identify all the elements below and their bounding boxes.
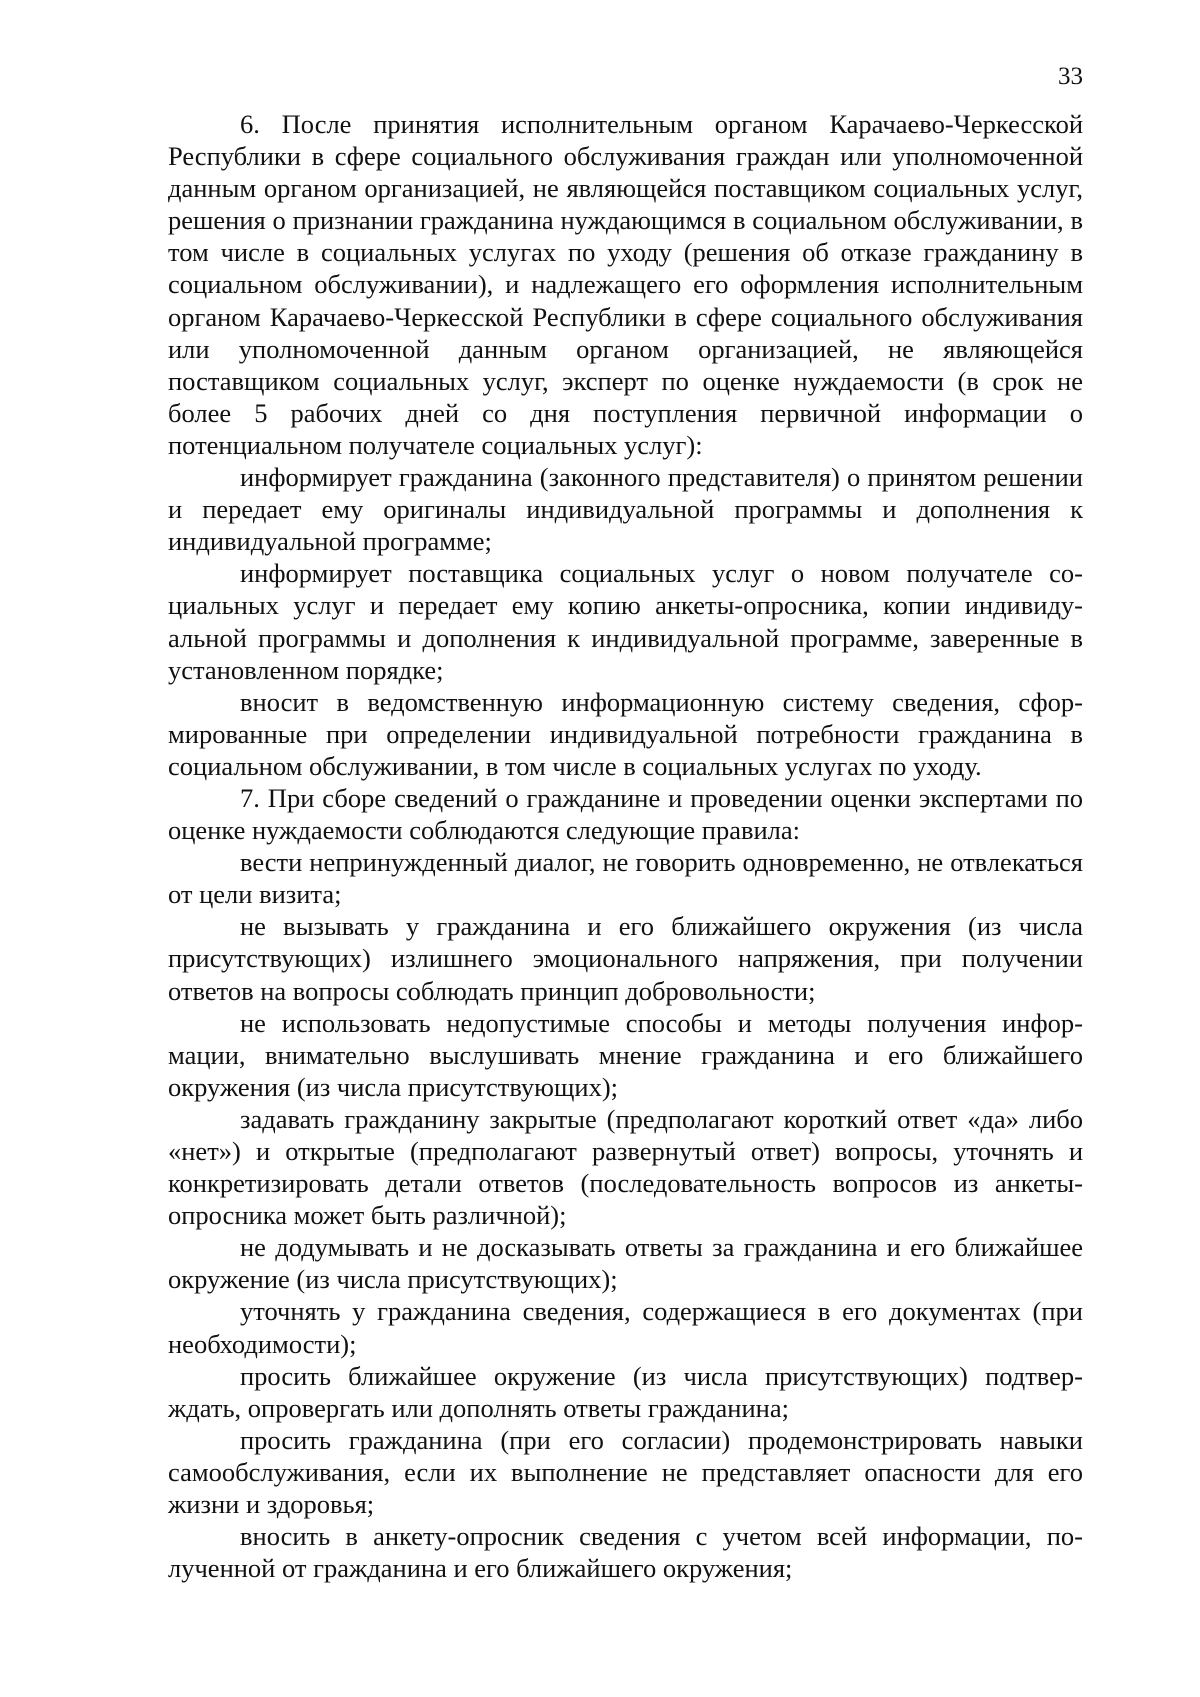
rule-questions: задавать гражданину закрытые (предполагают короткий ответ «да» либо «нет») и открытые (предполагают развернутый ответ) вопросы, уточнять и конкретизировать детали ответов (последовательность вопросов из анкеты-опросника может быть различной); xyxy=(168,1103,1083,1231)
paragraph-6-intro: 6. После принятия исполнительным органом Карачаево-Черкесской Республики в сфере социального обслуживания граждан или уполномоченной данным органом организацией, не являющейся поставщиком социальных услуг, решения о признании гражданина нуждающимся в социальном обслуживании, в том числе в социальных услугах по уходу (решения об отказе гражданину в социальном обслуживании), и надлежащего его оформления исполнительным органом Карачаево-Черкесской Республики в сфере социального обслуживания или уполномоченной данным органом организацией, не являющейся поставщиком социальных услуг, эксперт по оценке нуждаемости (в срок не более 5 рабочих дней со дня поступления первичной информации о потенциальном получателе социальных услуг): xyxy=(168,109,1083,460)
paragraph-7-intro: 7. При сборе сведений о гражданине и проведении оценки экспертами по оценке нуждаемости соблюдаются следующие правила: xyxy=(168,782,1083,846)
rule-no-guessing: не додумывать и не досказывать ответы за гражданина и его ближайшее окружение (из числа присутствующих); xyxy=(168,1232,1083,1295)
rule-clarify-documents: уточнять у гражданина сведения, содержащиеся в его документах (при необходимости); xyxy=(168,1296,1083,1359)
paragraph-inform-citizen: информирует гражданина (законного представителя) о принятом решении и передает ему оригиналы индивидуальной программы и дополнения к индивидуальной программе; xyxy=(168,462,1083,557)
page-number: 33 xyxy=(1058,63,1083,90)
rule-dialog: вести непринужденный диалог, не говорить одновременно, не отвлекаться от цели визита; xyxy=(168,847,1083,910)
rule-demonstrate-skills: просить гражданина (при его согласии) продемонстрировать навыки самообслуживания, если их выполнение не представляет опасности для его жизни и здоровья; xyxy=(168,1424,1083,1520)
rule-record-questionnaire: вносить в анкету-опросник сведения с учетом всей информации, полученной от гражданина и его ближайшего окружения; xyxy=(168,1521,1083,1584)
rule-no-tension: не вызывать у гражданина и его ближайшего окружения (из числа присутствующих) излишнего эмоционального напряжения, при получении ответов на вопросы соблюдать принцип добровольности; xyxy=(168,911,1083,1006)
rule-methods: не использовать недопустимые способы и методы получения информации, внимательно выслушивать мнение гражданина и его ближайшего окружения (из числа присутствующих); xyxy=(168,1007,1083,1102)
document-body xyxy=(168,108,1083,1584)
paragraph-inform-provider: информирует поставщика социальных услуг о новом получателе социальных услуг и передает ему копию анкеты-опросника, копии индивидуальной программы и дополнения к индивидуальной программе, заверенные в установленном порядке; xyxy=(168,558,1083,685)
paragraph-enter-system: вносит в ведомственную информационную систему сведения, сформированные при определении индивидуальной потребности гражданина в социальном обслуживании, в том числе в социальных услугах по уходу. xyxy=(168,686,1083,781)
rule-confirm-answers: просить ближайшее окружение (из числа присутствующих) подтверждать, опровергать или дополнять ответы гражданина; xyxy=(168,1360,1083,1423)
